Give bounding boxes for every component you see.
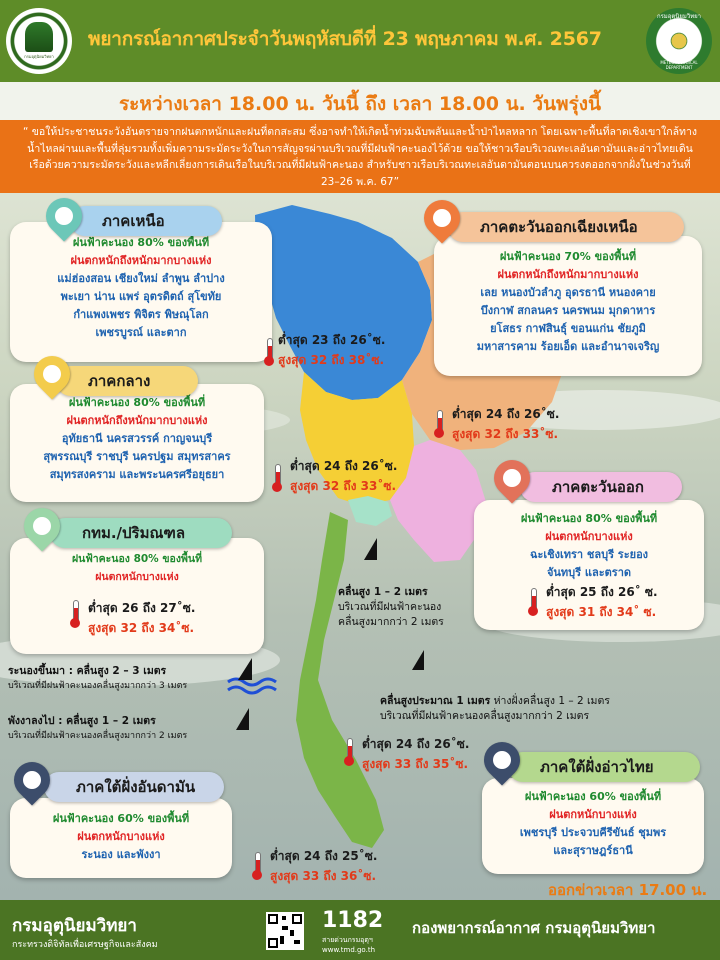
east-temp bbox=[546, 582, 658, 622]
central-label: ภาคกลาง bbox=[56, 366, 198, 396]
bangkok-label: กทม./ปริมณฑล bbox=[50, 518, 232, 548]
north-temp-min: ต่ำสุด 23 ถึง 26˚ซ. bbox=[278, 333, 386, 347]
central-temp bbox=[290, 456, 397, 496]
northeast-temp-max: สูงสุด 32 ถึง 33˚ซ. bbox=[452, 427, 559, 441]
south-west-province-line: ระนอง และพังงา bbox=[81, 848, 161, 861]
northeast-heavy: ฝนตกหนักถึงหนักมากบางแห่ง bbox=[497, 268, 639, 281]
bangkok-rain: ฝนฟ้าคะนอง 80% ของพื้นที่ bbox=[71, 553, 202, 565]
thermometer-icon bbox=[434, 410, 444, 438]
east-label: ภาคตะวันออก bbox=[520, 472, 682, 502]
south-east-label: ภาคใต้ฝั่งอ่าวไทย bbox=[508, 752, 700, 782]
central-province-line: สมุทรสงคราม และพระนครศรีอยุธยา bbox=[49, 468, 225, 481]
header-bar bbox=[0, 0, 720, 82]
east-province-line: ฉะเชิงเทรา ชลบุรี ระยอง bbox=[529, 548, 649, 561]
east-temp-max: สูงสุด 31 ถึง 34˚ ซ. bbox=[546, 605, 657, 619]
northeast-province-line: มหาสารคาม ร้อยเอ็ด และอำนาจเจริญ bbox=[476, 340, 660, 353]
north-temp-max: สูงสุด 32 ถึง 38˚ซ. bbox=[278, 353, 385, 367]
website-link[interactable]: www.tmd.go.th bbox=[322, 946, 375, 954]
south-east-card bbox=[482, 778, 704, 874]
north-label: ภาคเหนือ bbox=[70, 206, 222, 236]
northeast-province-line: เลย หนองบัวลำภู อุดรธานี หนองคาย bbox=[480, 286, 656, 299]
department-name: กรมอุตุนิยมวิทยา bbox=[12, 916, 137, 936]
south-east-temp bbox=[362, 734, 469, 774]
wave-andaman-upper bbox=[8, 664, 187, 694]
forecast-period: ระหว่างเวลา 18.00 น. วันนี้ ถึง เวลา 18.00 น. วันพรุ่งนี้ bbox=[118, 93, 602, 115]
northeast-temp bbox=[452, 404, 559, 444]
region-south-shape bbox=[296, 512, 384, 848]
central-province-line: อุทัยธานี นครสวรรค์ กาญจนบุรี bbox=[61, 432, 213, 445]
issue-time: ออกข่าวเวลา 17.00 น. bbox=[548, 881, 708, 899]
logo-right-top-text: กรมอุตุนิยมวิทยา bbox=[656, 13, 702, 20]
warning-text: “ ขอให้ประชาชนระวังอันตรายจากฝนตกหนักและฝนที่ตกสะสม ซึ่งอาจทำให้เกิดน้ำท่วมฉับพลันและน้ำป่าไหลหลาก โดยเฉพาะพื้นที่ลาดเชิงเขาใกล้ทางน้ำไหลผ่านและพื้นที่ลุ่มรวมทั้งเพิ่มความระมัดระวังในการสัญจรผ่านบริเวณที่มีฝนฟ้าคะนองไว้ด้วย ขอให้ชาวเรือบริเวณทะเลอันดามันและอ่าวไทยเดินเรือด้วยความระมัดระวังและหลีกเลี่ยงการเดินเรือในบริเวณที่มีฝนฟ้าคะนอง สำหรับชาวเรือบริเวณทะเลอันดามันตอนบนควรงดออกจากฝั่งในช่วงวันที่ 23–26 พ.ค. 67” bbox=[22, 126, 698, 188]
south-east-province-line: เพชรบุรี ประจวบคีรีขันธ์ ชุมพร bbox=[519, 826, 667, 839]
boat-icon bbox=[236, 708, 249, 730]
central-temp-min: ต่ำสุด 24 ถึง 26˚ซ. bbox=[290, 459, 398, 473]
east-rain: ฝนฟ้าคะนอง 80% ของพื้นที่ bbox=[520, 512, 658, 525]
thermometer-icon bbox=[344, 738, 354, 766]
north-heavy: ฝนตกหนักถึงหนักมากบางแห่ง bbox=[70, 254, 212, 267]
thermometer-icon bbox=[264, 338, 274, 366]
thermometer-icon bbox=[70, 600, 80, 628]
wave-gulf-lower-note: บริเวณที่มีฝนฟ้าคะนองคลื่นสูงมากกว่า 2 เมตร bbox=[380, 710, 590, 722]
central-rain: ฝนฟ้าคะนอง 80% ของพื้นที่ bbox=[68, 396, 206, 409]
northeast-card bbox=[434, 236, 702, 376]
wave-andaman-lower-note: บริเวณที่มีฝนฟ้าคะนองคลื่นสูงมากกว่า 2 เมตร bbox=[8, 731, 188, 741]
wave-andaman-lower bbox=[8, 714, 187, 744]
wave-gulf-lower bbox=[380, 694, 610, 724]
boat-icon bbox=[412, 650, 424, 670]
east-temp-min: ต่ำสุด 25 ถึง 26˚ ซ. bbox=[546, 585, 658, 599]
south-west-temp-max: สูงสุด 33 ถึง 36˚ซ. bbox=[270, 869, 377, 883]
south-west-label: ภาคใต้ฝั่งอันดามัน bbox=[44, 772, 224, 802]
wave-gulf-upper-title: คลื่นสูง 1 – 2 เมตร bbox=[338, 586, 428, 598]
hotline-label: สายด่วนกรมอุตุฯ bbox=[322, 936, 373, 944]
bangkok-heavy: ฝนตกหนักบางแห่ง bbox=[95, 571, 179, 583]
wave-gulf-upper-note: คลื่นสูงมากกว่า 2 เมตร bbox=[338, 616, 444, 628]
wave-gulf-lower-title: คลื่นสูงประมาณ 1 เมตร bbox=[380, 695, 491, 707]
north-province-line: เพชรบูรณ์ และตาก bbox=[95, 326, 187, 339]
central-temp-max: สูงสุด 32 ถึง 33˚ซ. bbox=[290, 479, 397, 493]
north-province-line: พะเยา น่าน แพร่ อุตรดิตถ์ สุโขทัย bbox=[60, 290, 222, 303]
tmd-logo-icon bbox=[646, 8, 712, 74]
qr-code-icon[interactable] bbox=[266, 912, 304, 950]
northeast-rain: ฝนฟ้าคะนอง 70% ของพื้นที่ bbox=[499, 250, 637, 263]
wave-gulf-upper-note: บริเวณที่มีฝนฟ้าคะนอง bbox=[338, 601, 442, 613]
south-east-rain: ฝนฟ้าคะนอง 60% ของพื้นที่ bbox=[524, 790, 662, 803]
bangkok-temp-max: สูงสุด 32 ถึง 34˚ซ. bbox=[88, 621, 195, 635]
logo-left-caption: กรมอุตุนิยมวิทยา bbox=[24, 54, 54, 59]
wave-gulf-upper bbox=[338, 585, 444, 630]
region-north-shape bbox=[255, 205, 432, 400]
south-west-temp-min: ต่ำสุด 24 ถึง 25˚ซ. bbox=[270, 849, 378, 863]
north-card bbox=[10, 222, 272, 362]
south-east-province-line: และสุราษฎร์ธานี bbox=[553, 844, 633, 857]
east-heavy: ฝนตกหนักบางแห่ง bbox=[545, 530, 633, 543]
bangkok-temp-min: ต่ำสุด 26 ถึง 27˚ซ. bbox=[88, 601, 196, 615]
north-rain: ฝนฟ้าคะนอง 80% ของพื้นที่ bbox=[72, 236, 210, 249]
northeast-temp-min: ต่ำสุด 24 ถึง 26˚ซ. bbox=[452, 407, 560, 421]
central-heavy: ฝนตกหนักถึงหนักมากบางแห่ง bbox=[66, 414, 208, 427]
south-east-heavy: ฝนตกหนักบางแห่ง bbox=[549, 808, 637, 821]
ministry-logo-icon bbox=[6, 8, 72, 74]
north-province-line: แม่ฮ่องสอน เชียงใหม่ ลำพูน ลำปาง bbox=[57, 272, 225, 285]
central-province-line: สุพรรณบุรี ราชบุรี นครปฐม สมุทรสาคร bbox=[43, 450, 231, 463]
ministry-name: กระทรวงดิจิทัลเพื่อเศรษฐกิจและสังคม bbox=[12, 940, 158, 950]
northeast-province-line: บึงกาฬ สกลนคร นครพนม มุกดาหาร bbox=[480, 304, 656, 317]
thermometer-icon bbox=[528, 588, 538, 616]
logo-right-bottom-text: METEOROLOGICAL DEPARTMENT bbox=[660, 60, 698, 70]
boat-icon bbox=[364, 538, 377, 560]
hotline-number: 1182 bbox=[322, 908, 384, 933]
north-province-line: กำแพงเพชร พิจิตร พิษณุโลก bbox=[73, 308, 209, 321]
thermometer-icon bbox=[272, 464, 282, 492]
bangkok-temp bbox=[88, 598, 195, 638]
page-title: พยากรณ์อากาศประจำวันพฤหัสบดีที่ 23 พฤษภาคม พ.ศ. 2567 bbox=[88, 28, 602, 50]
south-west-heavy: ฝนตกหนักบางแห่ง bbox=[77, 830, 165, 843]
south-west-rain: ฝนฟ้าคะนอง 60% ของพื้นที่ bbox=[52, 812, 190, 825]
east-province-line: จันทบุรี และตราด bbox=[546, 566, 632, 579]
wave-andaman-upper-note: บริเวณที่มีฝนฟ้าคะนองคลื่นสูงมากกว่า 3 เมตร bbox=[8, 681, 188, 691]
forecast-division: กองพยากรณ์อากาศ กรมอุตุนิยมวิทยา bbox=[412, 919, 656, 937]
northeast-province-line: ยโสธร กาฬสินธุ์ ขอนแก่น ชัยภูมิ bbox=[490, 322, 646, 335]
south-west-temp bbox=[270, 846, 377, 886]
warning-banner bbox=[0, 120, 720, 193]
north-temp bbox=[278, 330, 385, 370]
south-east-temp-max: สูงสุด 33 ถึง 35˚ซ. bbox=[362, 757, 469, 771]
northeast-label: ภาคตะวันออกเฉียงเหนือ bbox=[448, 212, 684, 242]
south-east-temp-min: ต่ำสุด 24 ถึง 26˚ซ. bbox=[362, 737, 470, 751]
wave-andaman-upper-title: ระนองขึ้นมา : คลื่นสูง 2 – 3 เมตร bbox=[8, 665, 167, 677]
wave-gulf-lower-title-rest: ห่างฝั่งคลื่นสูง 1 – 2 เมตร bbox=[490, 695, 610, 707]
boat-icon bbox=[238, 658, 252, 680]
wave-andaman-lower-title: พังงาลงไป : คลื่นสูง 1 – 2 เมตร bbox=[8, 715, 156, 727]
thermometer-icon bbox=[252, 852, 262, 880]
south-west-card bbox=[10, 798, 232, 878]
period-bar bbox=[0, 82, 720, 120]
central-card bbox=[10, 384, 264, 502]
